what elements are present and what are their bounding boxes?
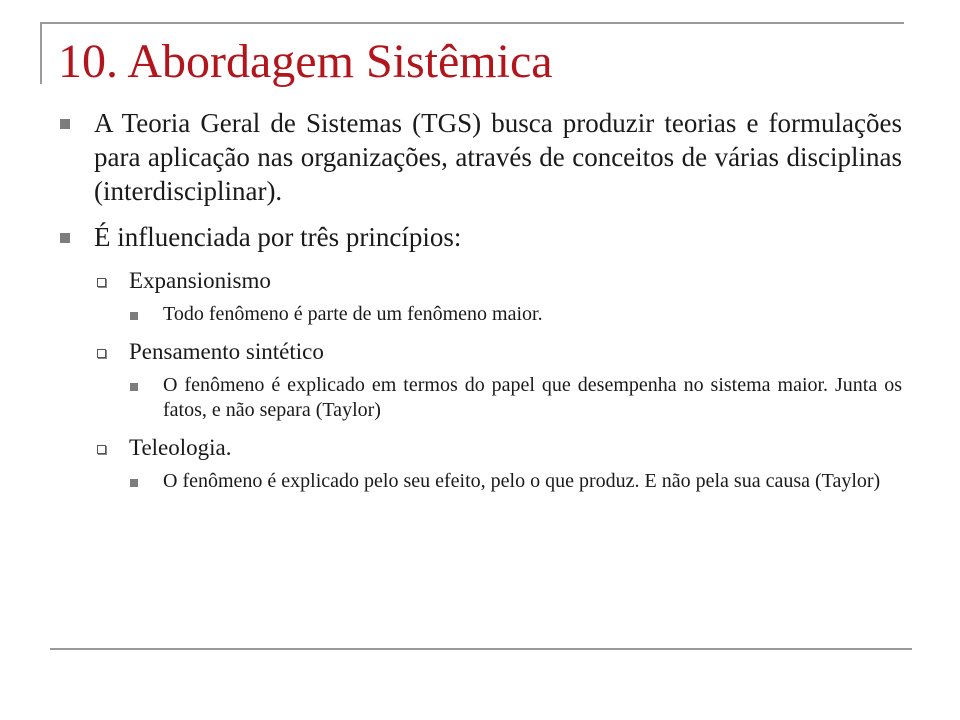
principle-item [97,266,902,296]
principle-detail: O fenômeno é explicado em termos do papel que desempenha no sistema maior. Junta os fatos, e não separa (Taylor) [163,374,902,421]
principle-item [97,433,902,463]
principle-name: Teleologia. [129,435,232,460]
bullet-item [60,106,902,208]
bullet-text: É influenciada por três princípios: [94,222,462,252]
hollow-square-bullet-icon [97,445,106,454]
hollow-square-bullet-icon [97,278,106,287]
left-rule [40,22,42,84]
bottom-rule [50,648,912,650]
principle-name: Pensamento sintético [129,339,324,364]
slide-content [60,106,902,504]
principle-detail-item [130,302,902,327]
square-bullet-icon [60,233,70,243]
principle-item [97,337,902,367]
bullet-text: A Teoria Geral de Sistemas (TGS) busca produzir teorias e formulações para aplicação nas organizações, através de conceitos de várias disciplinas (interdisciplinar). [94,108,902,206]
principle-name: Expansionismo [129,268,271,293]
principle-detail-item [130,373,902,423]
principle-detail-item [130,469,902,494]
square-bullet-icon [60,119,70,129]
square-bullet-icon [130,312,138,320]
principle-detail: Todo fenômeno é parte de um fenômeno maior. [163,303,543,325]
top-rule [40,22,904,24]
principle-detail: O fenômeno é explicado pelo seu efeito, pelo o que produz. E não pela sua causa (Taylor) [163,470,881,492]
square-bullet-icon [130,383,138,391]
square-bullet-icon [130,479,138,487]
slide-title: 10. Abordagem Sistêmica [58,35,553,88]
hollow-square-bullet-icon [97,349,106,358]
bullet-item [60,220,902,254]
